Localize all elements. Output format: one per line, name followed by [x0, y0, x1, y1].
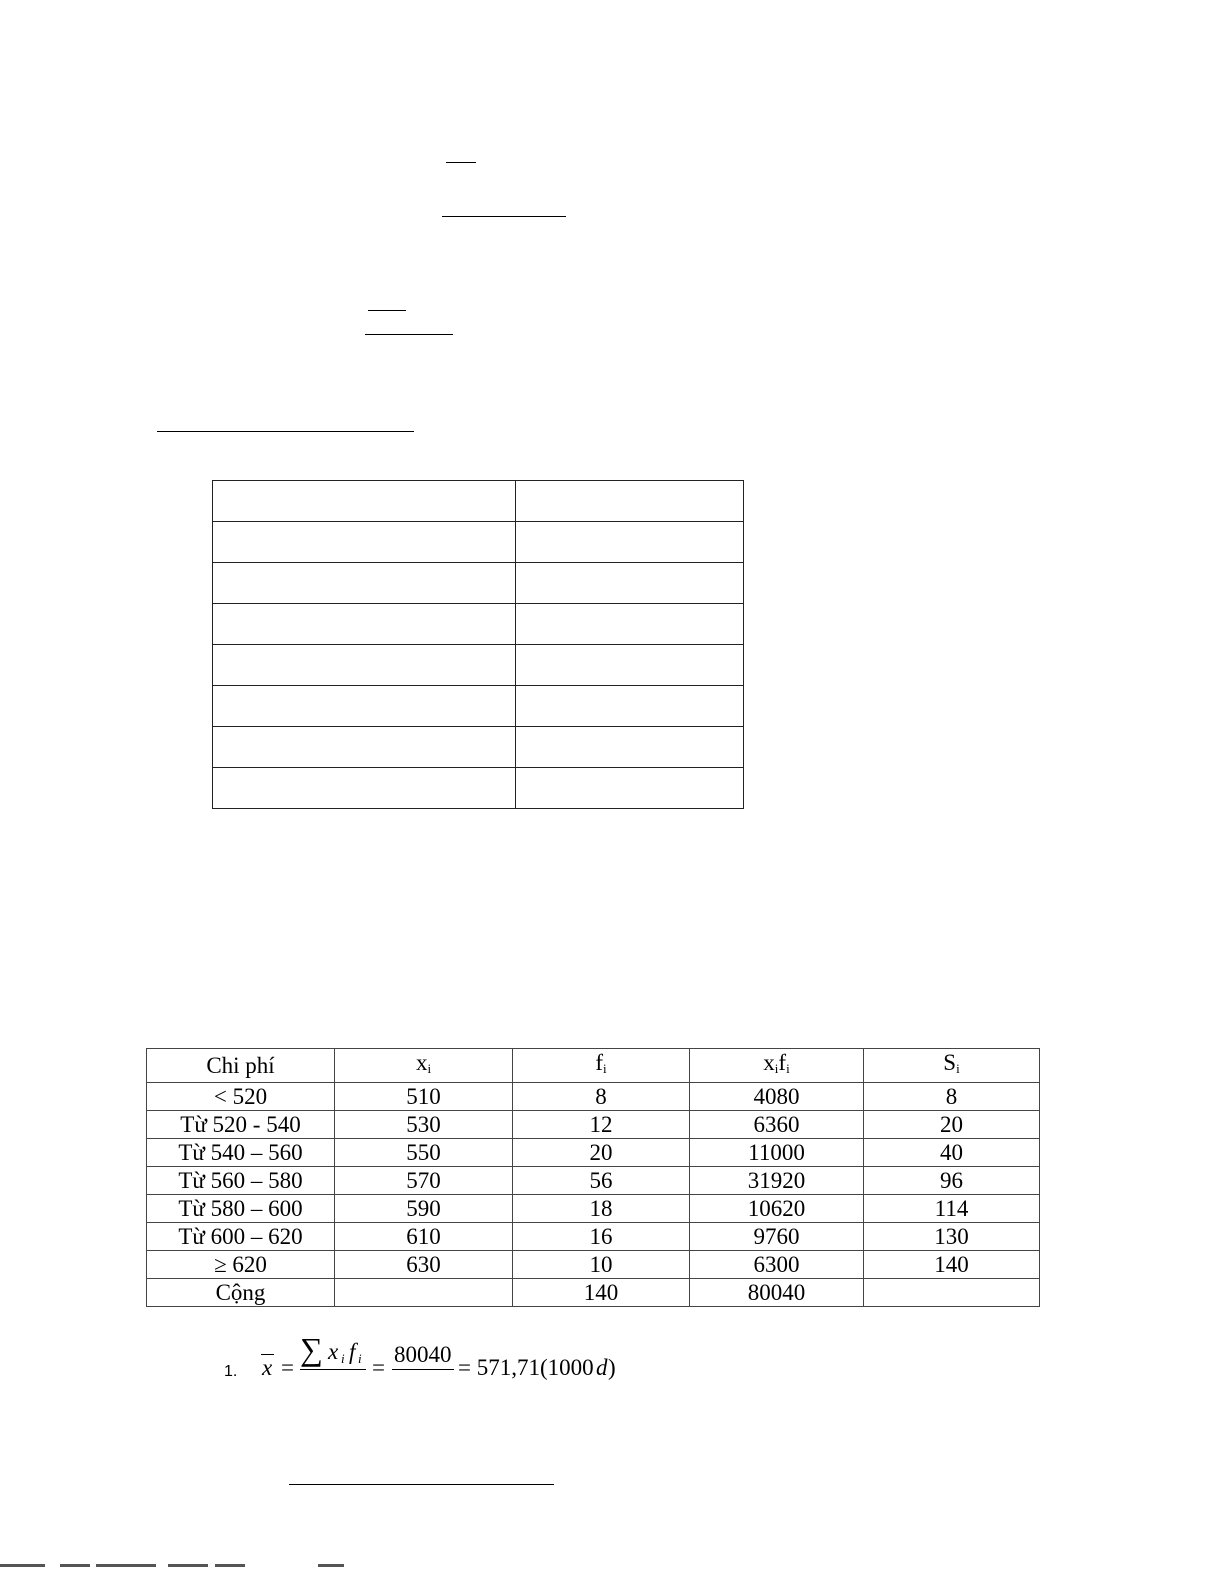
cell-xf: 80040: [690, 1279, 864, 1307]
underline-rule-5: [157, 431, 414, 432]
table-row: [147, 1167, 1040, 1195]
empty-cell: [516, 727, 744, 768]
equals-sign-2: =: [372, 1355, 385, 1380]
table-row: [147, 1223, 1040, 1251]
cell-x: 510: [335, 1083, 513, 1111]
table-row: [147, 1111, 1040, 1139]
underline-rule-4: [365, 334, 453, 335]
cell-x: 610: [335, 1223, 513, 1251]
numer-x-sub: i: [341, 1351, 345, 1366]
sum-symbol: ∑: [300, 1331, 323, 1367]
underline-rule-6: [289, 1484, 554, 1485]
cell-f: 10: [513, 1251, 690, 1279]
empty-cell: [516, 522, 744, 563]
cell-x: 590: [335, 1195, 513, 1223]
header-xf: $x_if_i$: [690, 1049, 864, 1083]
fraction-bar-2: [392, 1369, 454, 1370]
header-cost: Chi phí: [147, 1049, 335, 1083]
cell-cost: Từ 560 – 580: [147, 1167, 335, 1195]
numer-f-sub: i: [358, 1351, 362, 1366]
cell-s: 96: [864, 1167, 1040, 1195]
cell-xf: 4080: [690, 1083, 864, 1111]
cell-cost: ≥ 620: [147, 1251, 335, 1279]
cell-x: 550: [335, 1139, 513, 1167]
table-row: [147, 1195, 1040, 1223]
cell-f: 8: [513, 1083, 690, 1111]
header-x: $x_i$: [335, 1049, 513, 1083]
numer-f: f: [349, 1339, 356, 1364]
cell-x: 570: [335, 1167, 513, 1195]
cell-s: 140: [864, 1251, 1040, 1279]
empty-cell: [516, 563, 744, 604]
cell-f: 18: [513, 1195, 690, 1223]
cell-xf: 31920: [690, 1167, 864, 1195]
cell-f: 12: [513, 1111, 690, 1139]
cell-f: 56: [513, 1167, 690, 1195]
cell-s: 20: [864, 1111, 1040, 1139]
equals-sign-1: =: [281, 1355, 294, 1380]
numer-x: x: [328, 1339, 339, 1364]
empty-cell: [213, 563, 516, 604]
cell-cost: Từ 520 - 540: [147, 1111, 335, 1139]
empty-cell: [213, 604, 516, 645]
cell-x: 530: [335, 1111, 513, 1139]
empty-cell: [516, 645, 744, 686]
cell-s: 114: [864, 1195, 1040, 1223]
header-s: $S_i$: [864, 1049, 1040, 1083]
cell-x: 630: [335, 1251, 513, 1279]
cell-x: [335, 1279, 513, 1307]
cell-xf: 6300: [690, 1251, 864, 1279]
mean-formula: [224, 1331, 644, 1405]
cell-xf: 6360: [690, 1111, 864, 1139]
underline-rule-2: [442, 216, 566, 217]
cell-s: 40: [864, 1139, 1040, 1167]
cell-xf: 10620: [690, 1195, 864, 1223]
underline-rule-1: [446, 162, 476, 163]
empty-cell: [213, 768, 516, 809]
empty-cell: [516, 604, 744, 645]
item-number: 1.: [224, 1363, 238, 1380]
empty-cell: [213, 481, 516, 522]
result-value: = 571,71(1000: [458, 1355, 594, 1380]
cell-s: 8: [864, 1083, 1040, 1111]
table-row: [147, 1083, 1040, 1111]
numerator-value: 80040: [394, 1342, 452, 1367]
cell-s: [864, 1279, 1040, 1307]
table-total-row: [147, 1279, 1040, 1307]
header-f: $f_i$: [513, 1049, 690, 1083]
empty-cell: [213, 522, 516, 563]
empty-cell: [516, 686, 744, 727]
xbar-symbol: x: [262, 1355, 273, 1380]
empty-cell: [516, 768, 744, 809]
empty-cell: [213, 645, 516, 686]
underline-rule-3: [368, 310, 406, 311]
empty-cell: [516, 481, 744, 522]
cell-cost: < 520: [147, 1083, 335, 1111]
cell-s: 130: [864, 1223, 1040, 1251]
closing-paren: ): [608, 1355, 616, 1380]
table-header-row: [147, 1049, 1040, 1083]
empty-cell: [213, 727, 516, 768]
cell-cost: Từ 580 – 600: [147, 1195, 335, 1223]
cell-cost: Cộng: [147, 1279, 335, 1307]
cost-frequency-table: [146, 1048, 1040, 1307]
cell-xf: 9760: [690, 1223, 864, 1251]
cell-f: 16: [513, 1223, 690, 1251]
xbar-overline: [261, 1354, 274, 1355]
cell-cost: Từ 600 – 620: [147, 1223, 335, 1251]
fraction-bar-1: [300, 1369, 366, 1370]
cell-f: 140: [513, 1279, 690, 1307]
cropped-bottom-line: [0, 1560, 1225, 1585]
table-row: [147, 1251, 1040, 1279]
cell-cost: Từ 540 – 560: [147, 1139, 335, 1167]
unit-symbol: d: [596, 1355, 608, 1380]
cell-f: 20: [513, 1139, 690, 1167]
empty-table: [212, 480, 744, 809]
table-row: [147, 1139, 1040, 1167]
empty-cell: [213, 686, 516, 727]
cell-xf: 11000: [690, 1139, 864, 1167]
